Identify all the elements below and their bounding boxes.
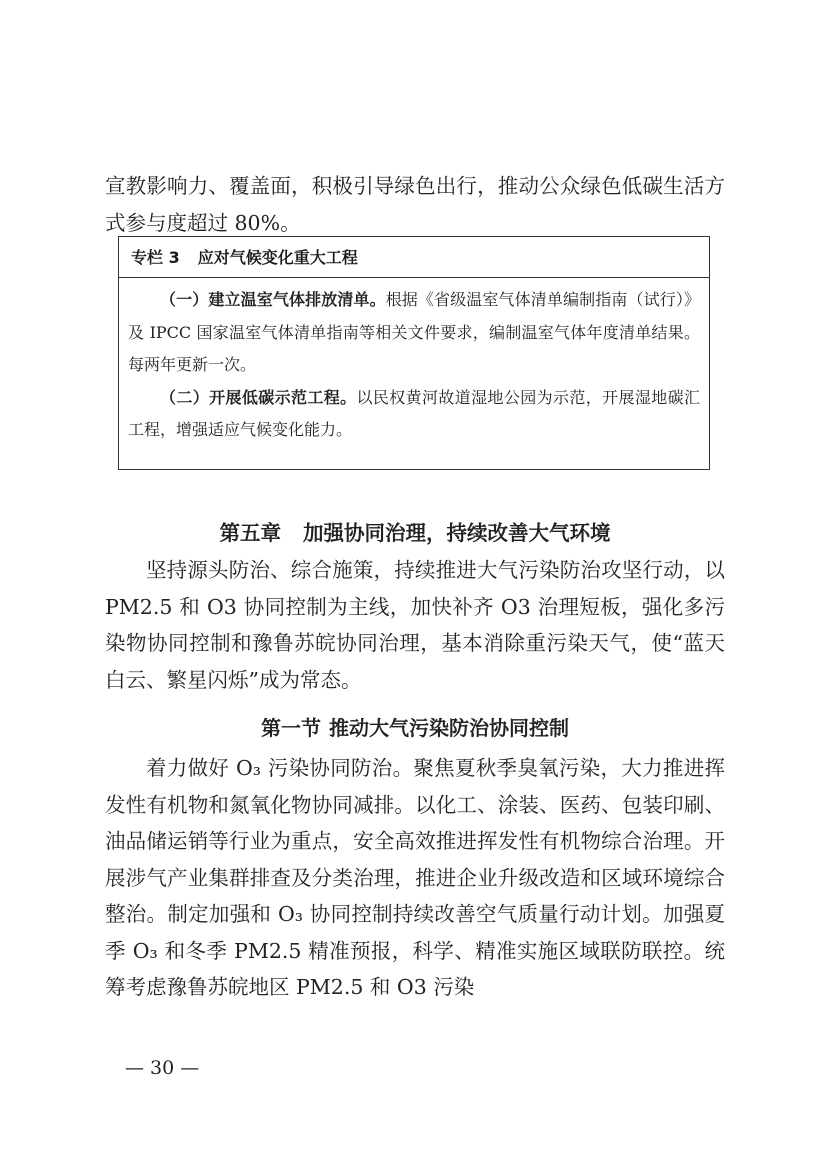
special-column-item (128, 382, 700, 447)
item-text: 以民权黄河故道湿地公园为示范，开展湿地碳汇工程，增强适应气候变化能力。 (128, 387, 700, 439)
item-text: 根据《省级温室气体清单编制指南（试行）》及 IPCC 国家温室气体清单指南等相关文件要求，编制温室气体年度清单结果。每两年更新一次。 (128, 290, 700, 374)
item-lead: （二）开展低碳示范工程。 (160, 387, 357, 407)
section-heading (105, 710, 725, 746)
section-number: 第一节 (261, 716, 321, 740)
special-column-item (128, 284, 700, 382)
chapter-number: 第五章 (219, 521, 281, 545)
item-lead: （一）建立温室气体排放清单。 (160, 290, 386, 309)
intro-paragraph: 宣教影响力、覆盖面，积极引导绿色出行，推动公众绿色低碳生活方式参与度超过 80%。 (105, 174, 725, 235)
page-number: — 30 — (125, 1057, 200, 1079)
special-column-body (119, 278, 709, 447)
section-body-paragraph: 着力做好 O₃ 污染协同防治。聚焦夏秋季臭氧污染，大力推进挥发性有机物和氮氧化物协同减排。以化工、涂装、医药、包装印刷、油品储运销等行业为重点，安全高效推进挥发性有机物综合治理。开展涉气产业集群排查及分类治理，推进企业升级改造和区域环境综合整治。制定加强和 O₃ 协同控制持续改善空气质量行动计划。加强夏季 O₃ 和冬季 PM2.5 精准预报，科学、精准实施区域联防联控。统筹考虑豫鲁苏皖地区 PM2.5 和 O3 污染 (105, 756, 725, 999)
special-column-header (119, 237, 709, 278)
chapter-intro-paragraph: 坚持源头防治、综合施策，持续推进大气污染防治攻坚行动，以 PM2.5 和 O3 协同控制为主线，加快补齐 O3 治理短板，强化多污染物协同控制和豫鲁苏皖协同治理，基本消除重污染天气，使“蓝天白云、繁星闪烁”成为常态。 (105, 558, 725, 692)
special-column-box (118, 236, 710, 470)
chapter-heading (105, 515, 725, 551)
special-column-title: 应对气候变化重大工程 (197, 248, 358, 267)
section-title: 推动大气污染防治协同控制 (329, 716, 569, 740)
special-column-label: 专栏 3 (131, 248, 180, 267)
chapter-title: 加强协同治理，持续改善大气环境 (303, 521, 611, 545)
